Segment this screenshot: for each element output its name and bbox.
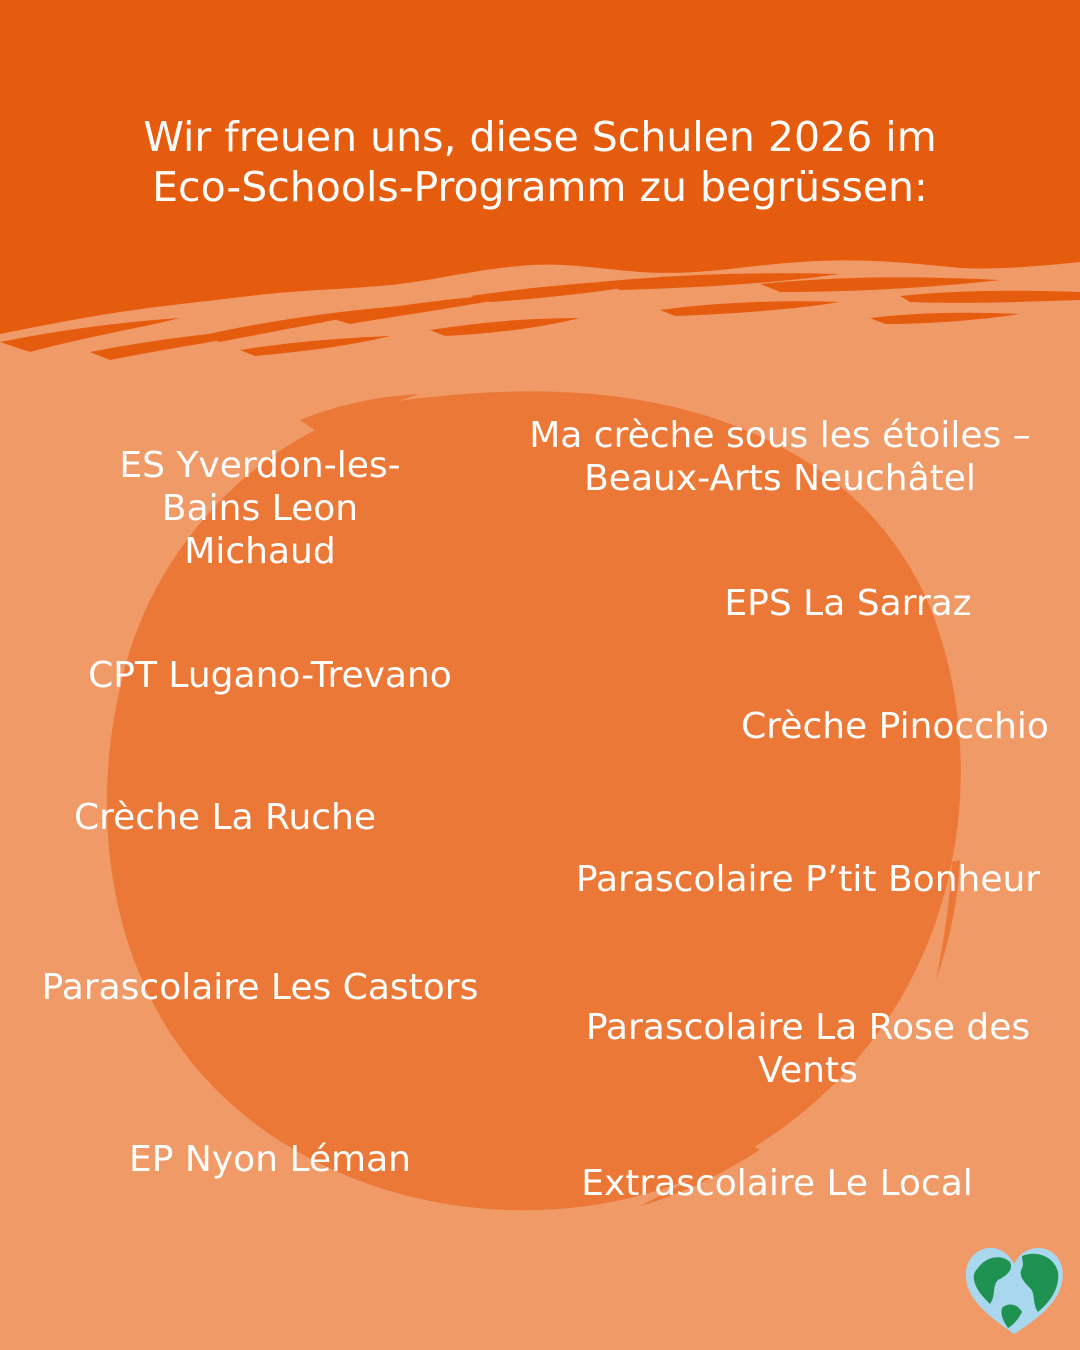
school-ep-nyon: EP Nyon Léman: [129, 1139, 411, 1180]
heart-globe-logo-icon: [962, 1242, 1066, 1338]
school-extrascolaire-le-local: Extrascolaire Le Local: [581, 1163, 973, 1204]
title-line-2: Eco-Schools-Programm zu begrüssen:: [152, 163, 928, 211]
school-ma-creche-etoiles: Ma crèche sous les étoiles – Beaux-Arts Neuchâtel: [529, 415, 1031, 499]
school-cpt-lugano: CPT Lugano-Trevano: [88, 655, 452, 696]
school-parascolaire-rose-des-vents: Parascolaire La Rose des Vents: [585, 1007, 1031, 1091]
page-title: [0, 112, 1080, 212]
school-parascolaire-castors: Parascolaire Les Castors: [41, 967, 479, 1008]
school-creche-pinocchio: Crèche Pinocchio: [741, 706, 1049, 747]
title-line-1: Wir freuen uns, diese Schulen 2026 im: [143, 113, 937, 161]
school-creche-la-ruche: Crèche La Ruche: [73, 797, 377, 838]
school-parascolaire-ptit-bonheur: Parascolaire P’tit Bonheur: [575, 859, 1041, 900]
school-es-yverdon: ES Yverdon-les-Bains Leon Michaud: [119, 445, 401, 572]
school-eps-la-sarraz: EPS La Sarraz: [724, 583, 972, 624]
